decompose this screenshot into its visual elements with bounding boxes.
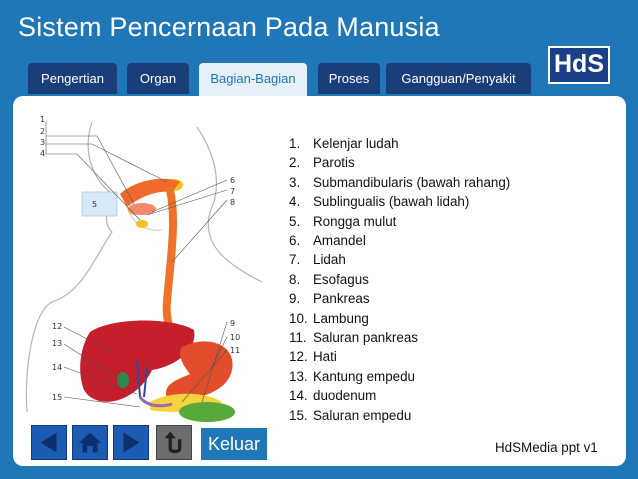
exit-button[interactable]: Keluar bbox=[201, 428, 267, 460]
tab-proses[interactable]: Proses bbox=[318, 63, 380, 94]
mouth-label-box bbox=[82, 192, 117, 216]
list-item: 4. Sublingualis (bawah lidah) bbox=[289, 194, 470, 210]
arrow-left-icon bbox=[32, 426, 66, 459]
list-item: 13. Kantung empedu bbox=[289, 368, 415, 384]
prev-button[interactable] bbox=[31, 425, 67, 460]
arrow-right-icon bbox=[114, 426, 148, 459]
digestive-system-diagram bbox=[22, 112, 272, 424]
list-item: 6. Amandel bbox=[289, 233, 366, 249]
diagram-label-11: 11 bbox=[230, 346, 241, 355]
tab-organ[interactable]: Organ bbox=[127, 63, 189, 94]
diagram-label-3: 3 bbox=[40, 138, 46, 147]
list-item: 12. Hati bbox=[289, 349, 337, 365]
return-icon bbox=[157, 426, 191, 459]
diagram-label-14: 14 bbox=[52, 363, 63, 372]
diagram-label-4: 4 bbox=[40, 149, 46, 158]
list-item: 11. Saluran pankreas bbox=[289, 330, 418, 346]
parts-list bbox=[289, 134, 510, 425]
diagram-label-5: 5 bbox=[92, 200, 98, 209]
list-item: 1. Kelenjar ludah bbox=[289, 136, 399, 151]
list-item: 5. Rongga mulut bbox=[289, 213, 397, 229]
list-item: 7. Lidah bbox=[289, 252, 346, 268]
list-item: 2. Parotis bbox=[289, 155, 355, 171]
home-icon bbox=[73, 426, 107, 459]
return-button[interactable] bbox=[156, 425, 192, 460]
diagram-label-7: 7 bbox=[230, 187, 236, 196]
hds-logo: HdS bbox=[548, 46, 610, 84]
list-item: 15. Saluran empedu bbox=[289, 407, 412, 423]
list-item: 14. duodenum bbox=[289, 388, 377, 404]
diagram-label-2: 2 bbox=[40, 127, 46, 136]
next-button[interactable] bbox=[113, 425, 149, 460]
diagram-label-6: 6 bbox=[230, 176, 236, 185]
tab-pengertian[interactable]: Pengertian bbox=[28, 63, 117, 94]
diagram-label-9: 9 bbox=[230, 319, 236, 328]
tab-gangguan-penyakit[interactable]: Gangguan/Penyakit bbox=[386, 63, 531, 94]
diagram-label-15: 15 bbox=[52, 393, 63, 402]
page-title: Sistem Pencernaan Pada Manusia bbox=[18, 12, 440, 42]
diagram-label-1: 1 bbox=[40, 115, 46, 124]
diagram-label-12: 12 bbox=[52, 322, 63, 331]
diagram-label-10: 10 bbox=[230, 333, 241, 342]
diagram-label-13: 13 bbox=[52, 339, 63, 348]
diagram-label-8: 8 bbox=[230, 198, 236, 207]
list-item: 3. Submandibularis (bawah rahang) bbox=[289, 174, 511, 190]
list-item: 8. Esofagus bbox=[289, 271, 369, 287]
list-item: 10. Lambung bbox=[289, 310, 369, 326]
version-label: HdSMedia ppt v1 bbox=[495, 440, 598, 455]
tab-bagian-bagian[interactable]: Bagian-Bagian bbox=[199, 63, 307, 97]
home-button[interactable] bbox=[72, 425, 108, 460]
list-item: 9. Pankreas bbox=[289, 291, 370, 307]
